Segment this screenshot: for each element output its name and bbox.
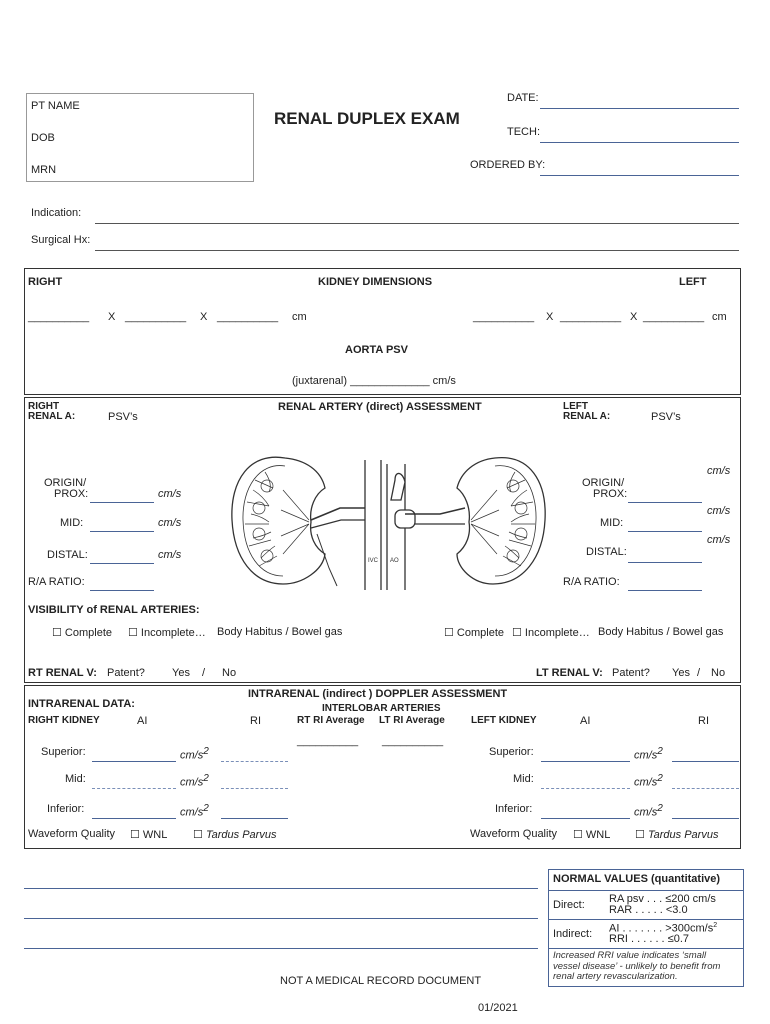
right-inferior-unit: $cm/s^2$ xyxy=(180,803,209,819)
left-habitus-options: Body Habitus / Bowel gas xyxy=(598,626,724,638)
normal-rar: RAR . . . . . <3.0 xyxy=(609,904,688,916)
surgical-hx-field[interactable] xyxy=(95,250,739,251)
normal-ra-psv: RA psv . . . ≤200 cm/s xyxy=(609,893,716,905)
dim-right-label: RIGHT xyxy=(28,276,63,288)
right-origin-label: ORIGIN/ xyxy=(44,477,87,489)
right-distal-label: DISTAL: xyxy=(47,549,88,561)
right-kidney-label: RIGHT KIDNEY xyxy=(28,715,100,726)
notes-line-2[interactable] xyxy=(24,918,538,919)
left-length-field[interactable]: __________ xyxy=(473,311,535,323)
left-ra-ratio-label: R/A RATIO: xyxy=(563,576,620,588)
right-ra-ratio-field[interactable] xyxy=(90,590,154,591)
left-width-field[interactable]: __________ xyxy=(560,311,622,323)
lt-patent-label: Patent? xyxy=(612,667,650,679)
ivc xyxy=(365,460,381,590)
dim-left-label: LEFT xyxy=(679,276,707,288)
ordered-by-field[interactable] xyxy=(540,175,739,176)
right-wnl-checkbox[interactable]: ☐ WNL xyxy=(130,829,168,841)
date-field[interactable] xyxy=(540,108,739,109)
lt-slash: / xyxy=(697,667,701,679)
tech-label: TECH: xyxy=(507,126,540,138)
direct-right-psv: PSV’s xyxy=(108,411,138,423)
pt-name-label: PT NAME xyxy=(31,100,80,112)
right-incomplete-checkbox[interactable]: ☐ Incomplete… xyxy=(128,627,206,639)
normal-indirect-label: Indirect: xyxy=(553,928,593,940)
right-waveform-label: Waveform Quality xyxy=(28,828,116,840)
surgical-hx-label: Surgical Hx: xyxy=(31,234,91,246)
right-distal-field[interactable] xyxy=(90,563,154,564)
left-tardus-checkbox[interactable]: ☐ Tardus Parvus xyxy=(635,829,719,841)
normal-direct-row xyxy=(549,891,743,920)
left-superior-ai-field[interactable] xyxy=(541,761,630,762)
right-length-field[interactable]: __________ xyxy=(28,311,90,323)
right-ai-header: AI xyxy=(137,715,148,727)
normal-values-title: NORMAL VALUES (quantitative) xyxy=(553,873,721,885)
normal-note-line-1: Increased RRI value indicates ‘small xyxy=(553,950,707,961)
left-mid-row-unit: $cm/s^2$ xyxy=(634,773,663,789)
right-superior-label: Superior: xyxy=(41,746,86,758)
right-superior-ai-field[interactable] xyxy=(92,761,176,762)
right-depth-field[interactable]: __________ xyxy=(217,311,279,323)
indication-label: Indication: xyxy=(31,207,82,219)
left-mid-field[interactable] xyxy=(628,531,702,532)
indication-field[interactable] xyxy=(95,223,739,224)
left-prox-label: PROX: xyxy=(593,488,628,500)
left-mid-row-label: Mid: xyxy=(513,773,534,785)
right-inferior-ri-field[interactable] xyxy=(221,818,288,819)
direct-left-psv: PSV’s xyxy=(651,411,681,423)
left-mid-label: MID: xyxy=(600,517,624,529)
aorta-psv-field[interactable]: (juxtarenal) _____________ cm/s xyxy=(292,375,456,387)
right-mid-field[interactable] xyxy=(90,531,154,532)
left-waveform-label: Waveform Quality xyxy=(470,828,558,840)
right-ri-header: RI xyxy=(250,715,261,727)
left-mid-ai-field[interactable] xyxy=(541,788,630,789)
left-inferior-unit: $cm/s^2$ xyxy=(634,803,663,819)
right-renal-artery xyxy=(311,508,365,520)
dim-title: KIDNEY DIMENSIONS xyxy=(318,276,433,288)
normal-rri: RRI . . . . . . ≤0.7 xyxy=(609,933,690,945)
normal-indirect-row xyxy=(549,920,743,949)
mrn-label: MRN xyxy=(31,164,57,176)
direct-right-label: RIGHT xyxy=(28,401,60,412)
rt-yes-option[interactable]: Yes xyxy=(172,667,190,679)
right-distal-unit: cm/s xyxy=(158,549,182,561)
left-x1: X xyxy=(546,311,554,323)
left-ra-ratio-field[interactable] xyxy=(628,590,702,591)
right-habitus-options: Body Habitus / Bowel gas xyxy=(217,626,343,638)
lt-yes-option[interactable]: Yes xyxy=(672,667,690,679)
right-inferior-label: Inferior: xyxy=(47,803,85,815)
right-superior-unit: $cm/s^2$ xyxy=(180,746,209,762)
direct-left-renal-a: RENAL A: xyxy=(563,411,611,422)
left-superior-ri-field[interactable] xyxy=(672,761,739,762)
left-kidney-outline xyxy=(457,458,545,584)
direct-right-renal-a: RENAL A: xyxy=(28,411,76,422)
lt-ri-average-label: LT RI Average xyxy=(379,715,445,726)
right-mid-row-label: Mid: xyxy=(65,773,86,785)
left-wnl-checkbox[interactable]: ☐ WNL xyxy=(573,829,611,841)
aorta-psv-label: AORTA PSV xyxy=(345,344,408,356)
right-mid-unit: cm/s xyxy=(158,517,182,529)
left-distal-label: DISTAL: xyxy=(586,546,627,558)
rt-patent-label: Patent? xyxy=(107,667,145,679)
indirect-title: INTRARENAL (indirect ) DOPPLER ASSESSMENT xyxy=(248,688,508,700)
left-cm: cm xyxy=(712,311,727,323)
right-tardus-checkbox[interactable]: ☐ Tardus Parvus xyxy=(193,829,277,841)
rt-ri-average-field[interactable]: __________ xyxy=(297,735,359,747)
left-mid-ri-field[interactable] xyxy=(672,788,739,789)
left-distal-field[interactable] xyxy=(628,562,702,563)
rt-renal-v-label: RT RENAL V: xyxy=(28,667,97,679)
lt-renal-v-label: LT RENAL V: xyxy=(536,667,603,679)
intrarenal-data-label: INTRARENAL DATA: xyxy=(28,698,135,710)
right-kidney-outline xyxy=(232,457,325,584)
direct-left-label: LEFT xyxy=(563,401,588,412)
right-mid-ai-field[interactable] xyxy=(92,788,176,789)
not-medical-record-notice: NOT A MEDICAL RECORD DOCUMENT xyxy=(280,975,482,987)
dob-label: DOB xyxy=(31,132,55,144)
left-complete-checkbox[interactable]: ☐ Complete xyxy=(444,627,504,639)
rt-ri-average-label: RT RI Average xyxy=(297,715,365,726)
lt-ri-average-field[interactable]: __________ xyxy=(382,735,444,747)
left-inferior-label: Inferior: xyxy=(495,803,533,815)
notes-line-1[interactable] xyxy=(24,888,538,889)
right-cm: cm xyxy=(292,311,307,323)
form-revision-date: 01/2021 xyxy=(478,1002,518,1014)
ordered-by-label: ORDERED BY: xyxy=(470,159,546,171)
rt-no-option[interactable]: No xyxy=(222,667,237,679)
normal-values-title-row xyxy=(549,870,743,891)
normal-note-line-2: vessel disease’ - unlikely to benefit from xyxy=(553,960,721,972)
visibility-label: VISIBILITY of RENAL ARTERIES: xyxy=(28,604,200,616)
right-ra-ratio-label: R/A RATIO: xyxy=(28,576,85,588)
normal-direct-label: Direct: xyxy=(553,899,585,911)
date-label: DATE: xyxy=(507,92,539,104)
normal-values-table xyxy=(548,869,744,987)
left-superior-unit: $cm/s^2$ xyxy=(634,746,663,762)
left-ai-header: AI xyxy=(580,715,591,727)
notes-line-3[interactable] xyxy=(24,948,538,949)
right-complete-checkbox[interactable]: ☐ Complete xyxy=(52,627,112,639)
right-mid-label: MID: xyxy=(60,517,84,529)
right-width-field[interactable]: __________ xyxy=(125,311,187,323)
exam-title: RENAL DUPLEX EXAM xyxy=(274,109,460,128)
left-superior-label: Superior: xyxy=(489,746,534,758)
kidney-diagram xyxy=(225,450,550,590)
right-mid-ri-field[interactable] xyxy=(221,788,288,789)
left-incomplete-checkbox[interactable]: ☐ Incomplete… xyxy=(512,627,590,639)
left-mid-unit: cm/s xyxy=(707,505,731,517)
left-inferior-ai-field[interactable] xyxy=(541,818,630,819)
ivc-label: IVC xyxy=(368,558,379,564)
left-x2: X xyxy=(630,311,638,323)
left-kidney-label: LEFT KIDNEY xyxy=(471,715,537,726)
left-prox-unit: cm/s xyxy=(707,465,731,477)
ao-label: AO xyxy=(390,558,399,564)
direct-title: RENAL ARTERY (direct) ASSESSMENT xyxy=(278,401,482,413)
left-origin-label: ORIGIN/ xyxy=(582,477,625,489)
left-depth-field[interactable]: __________ xyxy=(643,311,705,323)
right-superior-ri-field[interactable] xyxy=(221,761,288,762)
left-ri-header: RI xyxy=(698,715,709,727)
normal-note xyxy=(549,949,743,985)
normal-note-line-3: renal artery revascularization. xyxy=(553,971,678,982)
right-x2: X xyxy=(200,311,208,323)
left-inferior-ri-field[interactable] xyxy=(672,818,739,819)
right-prox-unit: cm/s xyxy=(158,488,182,500)
interlobar-label: INTERLOBAR ARTERIES xyxy=(322,703,441,714)
rt-slash: / xyxy=(202,667,206,679)
tech-field[interactable] xyxy=(540,142,739,143)
right-mid-row-unit: $cm/s^2$ xyxy=(180,773,209,789)
right-prox-field[interactable] xyxy=(90,502,154,503)
right-x1: X xyxy=(108,311,116,323)
right-prox-label: PROX: xyxy=(54,488,89,500)
left-distal-unit: cm/s xyxy=(707,534,731,546)
right-inferior-ai-field[interactable] xyxy=(92,818,176,819)
lt-no-option[interactable]: No xyxy=(711,667,726,679)
left-prox-field[interactable] xyxy=(628,502,702,503)
normal-ai: AI . . . . . . . $>300cm/s^2$ xyxy=(609,922,718,935)
